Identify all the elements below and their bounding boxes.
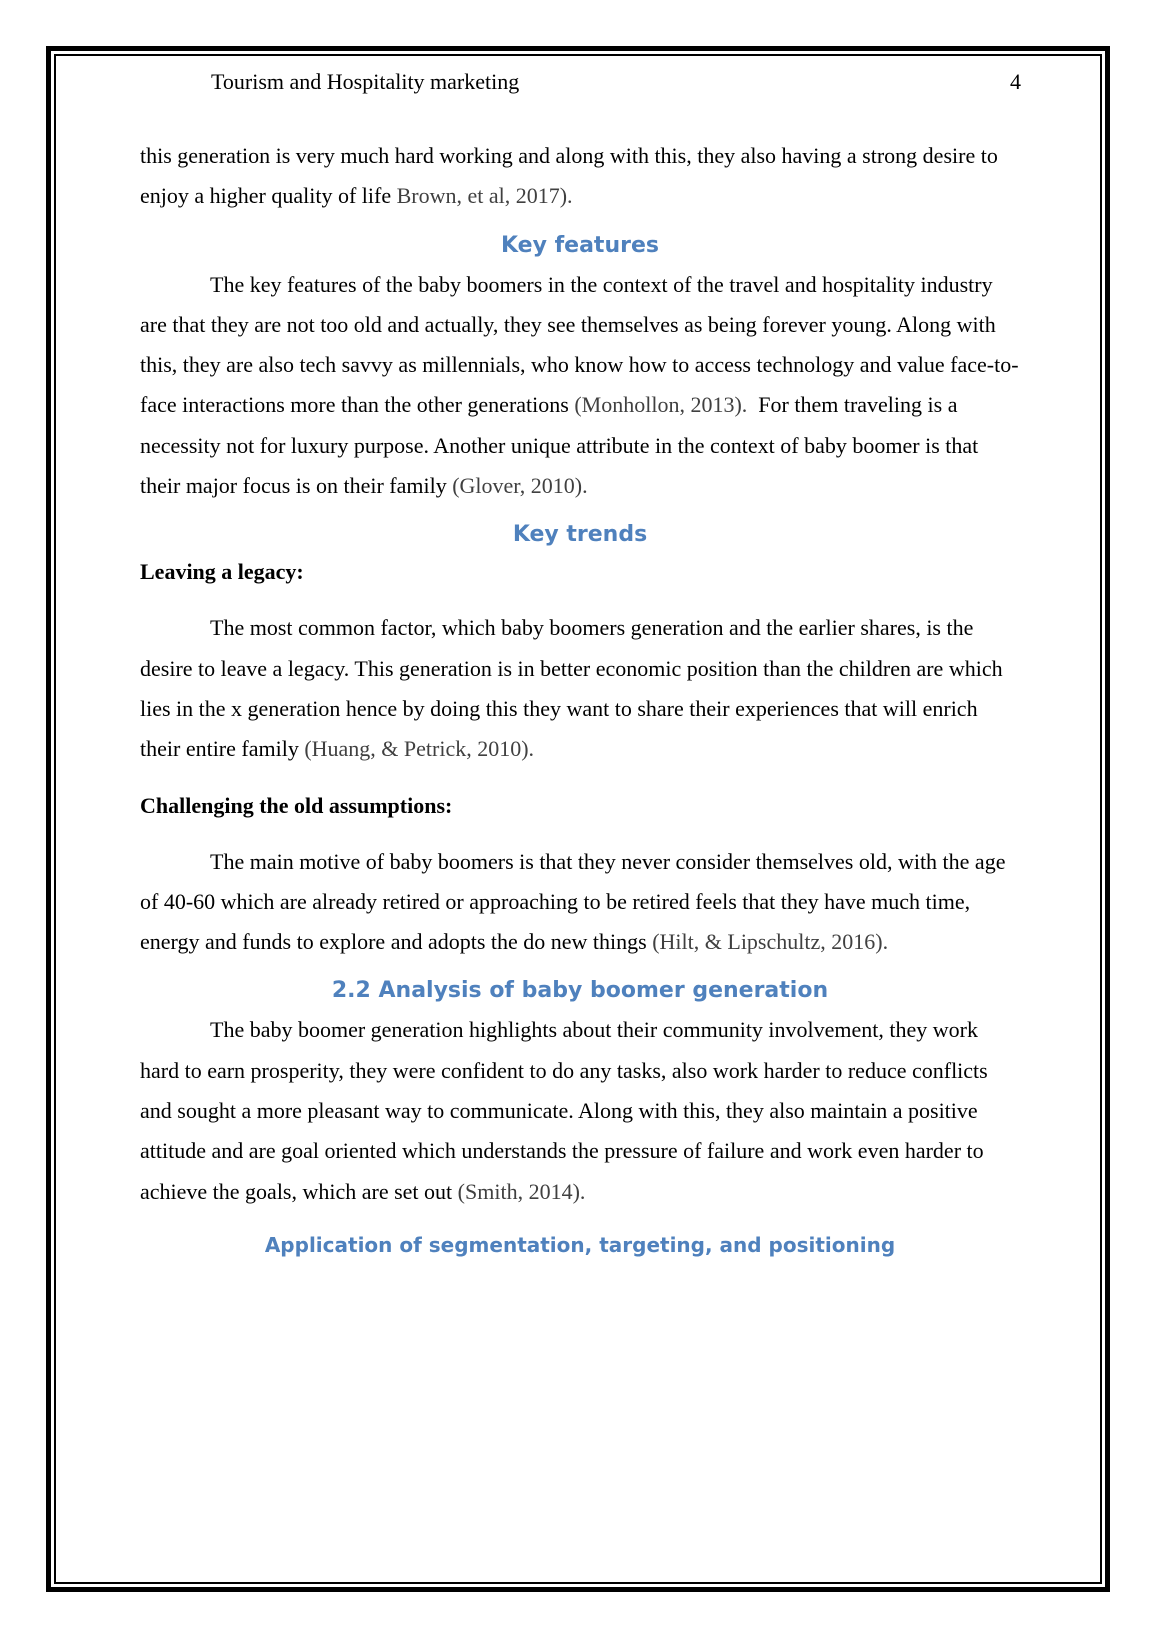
key-trends-heading: Key trends [512,522,648,548]
assumptions-paragraph [140,842,1020,963]
analysis-text: The baby boomer generation highlights about their community involvement, they work hard to earn prosperity, they were confident to do any tasks, also work harder to reduce conflicts and sought a more pleasant way to communicate. Along with this, they also maintain a positive attitude and are goal oriented which understands the pressure of failure and work even harder to achieve the goals, which are set out [140,1017,988,1204]
intro-paragraph [140,136,1020,217]
key-features-paragraph [140,265,1020,507]
key-features-text-2: For them traveling is a necessity not for luxury purpose. Another unique attribute in the context of baby boomer is that their major focus is on their family [140,392,984,499]
page-number: 4 [1010,69,1021,94]
intro-citation: Brown, et al, 2017). [396,183,573,209]
key-features-heading: Key features [501,232,659,258]
legacy-citation: (Huang, & Petrick, 2010). [304,736,535,762]
assumptions-subheading: Challenging the old assumptions: [140,792,453,818]
stp-heading: Application of segmentation, targeting, and positioning [264,1232,896,1257]
key-features-text: The key features of the baby boomers in the context of the travel and hospitality industry are that they are not too old and actually, they see themselves as being forever young. Along with this, they are also tech savvy as millennials, who know how to access technology and value face-to-face interactions more than the other generations [140,271,1019,418]
key-features-citation-2: (Glover, 2010). [452,473,588,499]
analysis-paragraph [140,1010,1020,1211]
header-title: Tourism and Hospitality marketing [211,69,520,94]
legacy-subheading: Leaving a legacy: [140,559,304,585]
analysis-citation: (Smith, 2014). [457,1178,586,1204]
assumptions-citation: (Hilt, & Lipschultz, 2016). [652,929,889,955]
intro-text: this generation is very much hard working and along with this, they also having a strong desire to enjoy a higher quality of life [140,143,998,209]
legacy-text: The most common factor, which baby boomers generation and the earlier shares, is the desire to leave a legacy. This generation is in better economic position than the children are which lies in the x generation hence by doing this they want to share their experiences that will enrich their entire family [140,615,1003,762]
legacy-paragraph [140,608,1020,769]
analysis-heading: 2.2 Analysis of baby boomer generation [331,978,829,1004]
assumptions-text: The main motive of baby boomers is that they never consider themselves old, with the age of 40-60 which are already retired or approaching to be retired feels that they have much time, energy and funds to explore and adopts the do new things [140,848,1006,955]
page-body [140,136,1020,1260]
key-features-citation-1: (Monhollon, 2013). [574,392,748,418]
